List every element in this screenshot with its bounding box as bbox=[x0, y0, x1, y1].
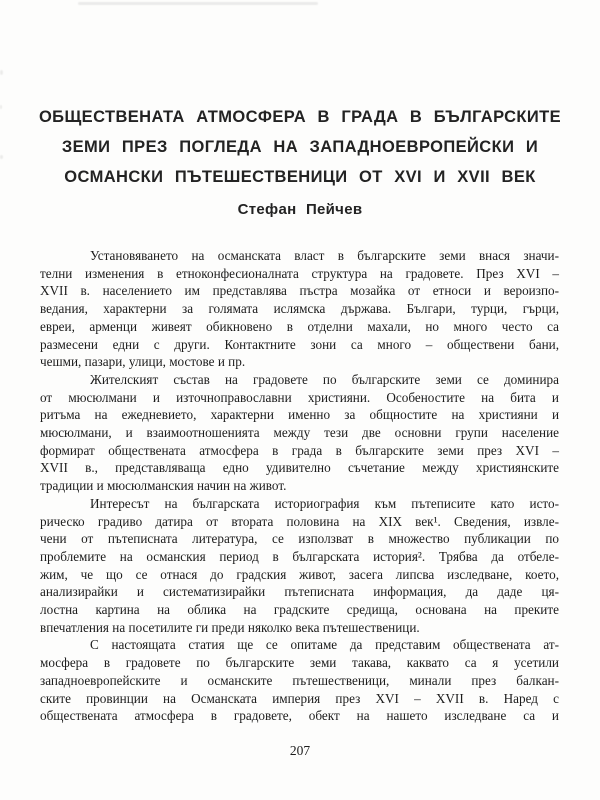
text-line: от мюсюлмани и източноправославни християни. Особеностите на бита и bbox=[40, 389, 559, 405]
text-line: рическо градиво датира от втората половина на XIX век¹. Сведения, извле- bbox=[40, 513, 559, 529]
text-line: Интересът на българската историография към пътеписите като исто- bbox=[90, 495, 559, 511]
page-number: 207 bbox=[289, 743, 311, 758]
paragraph bbox=[40, 636, 559, 725]
text-line: размесени едни с други. Контактните зони са много – обществени бани, bbox=[40, 336, 559, 352]
text-line: ритъма на ежедневието, характерни именно за общностите на християни и bbox=[40, 407, 559, 423]
article-title-line: ОБЩЕСТВЕНАТА АТМОСФЕРА В ГРАДА В БЪЛГАРСКИТЕ bbox=[38, 108, 562, 126]
text-line: чени от пътеписната литература, се използват в множество публикации по bbox=[40, 531, 559, 547]
article-title-line: ОСМАНСКИ ПЪТЕШЕСТВЕНИЦИ ОТ XVI И XVII ВЕК bbox=[64, 168, 536, 186]
scan-artifact bbox=[0, 105, 2, 109]
scan-artifact bbox=[78, 2, 318, 5]
text-line: лостна картина на облика на градските средища, основана на преките bbox=[40, 602, 559, 618]
text-line: мюсюлмани, и взаимоотношенията между тези две основни групи население bbox=[40, 425, 559, 441]
text-line: обществената атмосфера в градовете, обект на нашето изследване са и bbox=[40, 708, 559, 724]
paragraph bbox=[40, 247, 559, 371]
text-line: традиции и мюсюлманския начин на живот. bbox=[40, 478, 287, 494]
article-body bbox=[40, 247, 559, 725]
text-line: ските провинции на Османската империя през XVI – XVII в. Наред с bbox=[40, 690, 559, 706]
text-line: евреи, арменци живеят обикновено в отделни махали, но много често са bbox=[40, 318, 559, 334]
text-line: телни изменения в етноконфесионалната структура на градовете. През XVI – bbox=[40, 265, 559, 281]
text-line: С настоящата статия ще се опитаме да представим обществената ат- bbox=[90, 637, 559, 653]
text-line: Жителският състав на градовете по българските земи се доминира bbox=[90, 371, 559, 387]
text-line: формират обществената атмосфера в града в българските земи през XVI – bbox=[40, 442, 559, 458]
article-title bbox=[30, 102, 570, 192]
text-line: западноевропейските и османските пътешественици, минали през балкан- bbox=[40, 672, 559, 688]
text-line: проблемите на османския период в българската история². Трябва да отбеле- bbox=[40, 548, 559, 564]
text-line: впечатления на посетилите ги преди няколко века пътешественици. bbox=[40, 619, 420, 635]
text-line: жим, че що се отнася до градския живот, засега липсва изследване, което, bbox=[40, 566, 559, 582]
text-line: анализирайки и систематизирайки пътеписната информация, да даде ця- bbox=[40, 584, 559, 600]
text-line: мосфера в градовете по българските земи такава, каквато са я усетили bbox=[40, 655, 559, 671]
article-title-line: ЗЕМИ ПРЕЗ ПОГЛЕДА НА ЗАПАДНОЕВРОПЕЙСКИ И bbox=[61, 138, 539, 156]
article-author: Стефан Пейчев bbox=[237, 201, 363, 218]
paragraph bbox=[40, 495, 559, 637]
text-line: ведания, характерни за голямата ислямска държава. Българи, турци, гърци, bbox=[40, 301, 559, 317]
text-line: Установяването на османската власт в българските земи внася значи- bbox=[90, 248, 559, 263]
text-line: XVII в. населението им представлява пъстра мозайка от етноси и вероизпо- bbox=[40, 283, 559, 299]
scan-artifact bbox=[0, 155, 3, 159]
paragraph bbox=[40, 371, 559, 495]
scan-artifact bbox=[0, 70, 3, 75]
text-line: XVII в., представляваща едно удивително съчетание между християнските bbox=[40, 460, 559, 476]
text-line: чешми, пазари, улици, мостове и пр. bbox=[40, 354, 246, 370]
